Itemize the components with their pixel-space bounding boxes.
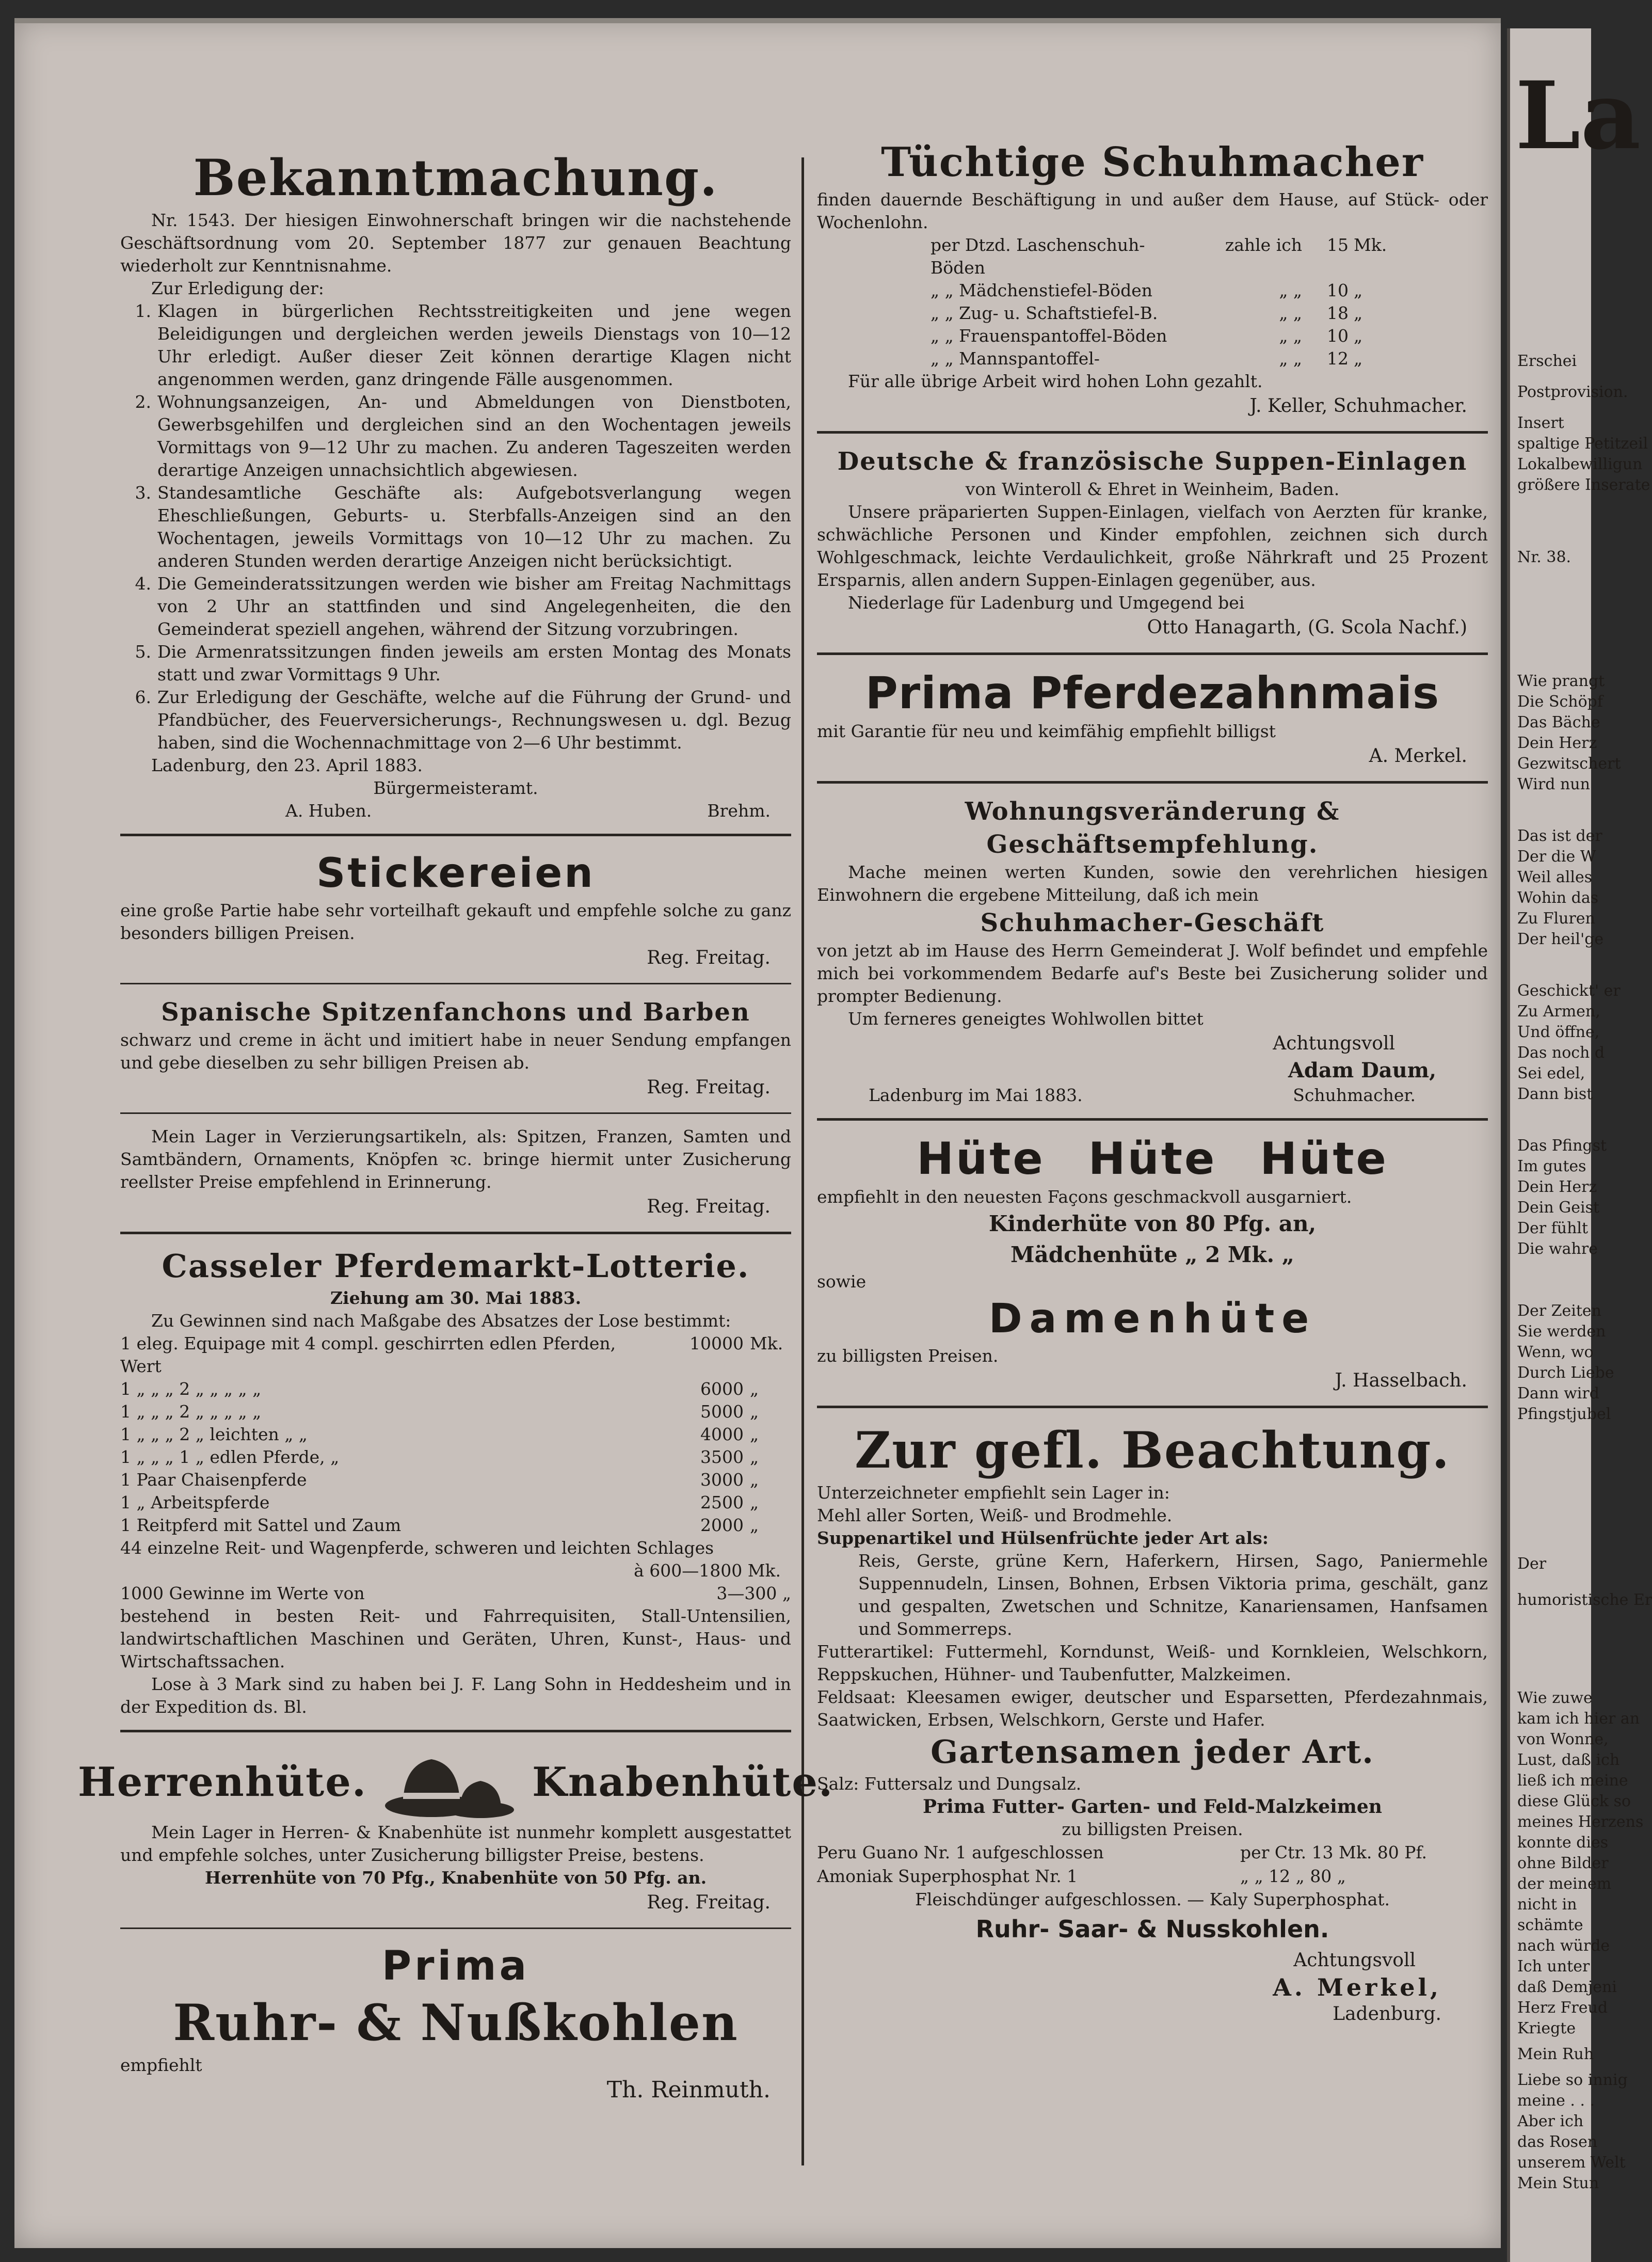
prize-unit: „ <box>750 1470 759 1490</box>
prize-value: 10000 <box>689 1333 744 1353</box>
stickereien-text: eine große Partie habe sehr vorteilhaft gekauft und empfehle solche zu ganz besonders billigen Preisen. <box>120 900 791 943</box>
prize-unit: „ <box>750 1492 759 1512</box>
list-item <box>120 686 791 754</box>
prize-desc: 1 „ Arbeitspferde <box>120 1492 270 1512</box>
left-column <box>77 147 834 2104</box>
stickereien-title: Stickereien <box>316 850 595 897</box>
offer-price: „ „ 12 „ 80 „ <box>1240 1866 1346 1886</box>
adjacent-text-fragment: Weil alles <box>1517 868 1593 886</box>
table-row <box>120 1491 791 1514</box>
ad-herrenhute <box>77 1744 834 1916</box>
prize-unit: „ <box>750 1401 759 1422</box>
price-item: „ „ Mannspantoffel- <box>931 348 1100 369</box>
wohnung-title: Wohnungsveränderung & Geschäftsempfehlung. <box>965 797 1340 859</box>
adjacent-text-fragment: Kriegte <box>1517 2019 1576 2037</box>
suppen-by: von Winteroll & Ehret in Weinheim, Baden. <box>965 479 1340 499</box>
lotterie-44: 44 einzelne Reit- und Wagenpferde, schweren und leichten Schlages <box>120 1538 714 1558</box>
suppen-title: Deutsche & französische Suppen-Einlagen <box>837 447 1468 476</box>
hute2-signature: J. Hasselbach. <box>1335 1370 1467 1391</box>
signature-brehm: Brehm. <box>707 801 771 821</box>
item-number: 3. <box>135 483 151 503</box>
beachtung-malz: Prima Futter- Garten- und Feld-Malzkeimen <box>923 1796 1382 1818</box>
table-row <box>817 234 1488 279</box>
price-value: 10 <box>1327 326 1349 346</box>
beachtung-signature: A. Merkel, <box>1273 1973 1441 2001</box>
newspaper-page <box>14 18 1501 2248</box>
table-row <box>120 1514 791 1537</box>
beachtung-garten: Gartensamen jeder Art. <box>931 1733 1374 1771</box>
lager-text: Mein Lager in Verzierungsartikeln, als: Spitzen, Franzen, Samten und Samtbändern, Ornaments, Knöpfen ꝛc. bringe hiermit unter Zusicherung reellster Preise empfehlend in Erinnerung. <box>120 1126 791 1192</box>
price-item: per Dtzd. Laschenschuh-Böden <box>931 235 1145 278</box>
price-value: 18 <box>1327 303 1349 323</box>
mais-text: mit Garantie für neu und keimfähig empfiehlt billigst <box>817 721 1276 741</box>
lotterie-draw-date: Ziehung am 30. Mai 1883. <box>330 1288 582 1308</box>
adjacent-text-fragment: Wohin das <box>1517 889 1599 907</box>
table-row <box>817 347 1488 370</box>
ad-kohlen <box>120 1940 791 2104</box>
divider <box>120 983 791 984</box>
prize-unit: „ <box>750 1379 759 1399</box>
adjacent-text-fragment: Der heil'ge <box>1517 930 1604 948</box>
ad-suppen <box>817 445 1488 641</box>
adjacent-text-fragment: schämte <box>1517 1916 1583 1934</box>
adjacent-text-fragment: Wie prangt <box>1517 672 1605 690</box>
adjacent-text-fragment: Dein Herz <box>1517 734 1597 752</box>
adjacent-page-edge <box>1507 28 1652 2262</box>
hute2-sowie: sowie <box>817 1271 867 1292</box>
prize-value: 3—300 „ <box>716 1583 791 1603</box>
adjacent-text-fragment: Mein Stun <box>1517 2174 1599 2192</box>
adjacent-text-fragment: Der <box>1517 1555 1547 1573</box>
item-number: 5. <box>135 642 151 662</box>
price-unit: Mk. <box>1354 235 1387 255</box>
ad-hute2 <box>817 1132 1488 1394</box>
item-number: 4. <box>135 574 151 594</box>
item-text: Die Gemeinderatssitzungen werden wie bisher am Freitag Nachmittags von 2 Uhr an stattfinden und sind Angelegenheiten, die den Gemeinderat speziell angehen, während der Sitzung vorzubringen. <box>157 574 791 639</box>
adjacent-text-fragment: Wird nun <box>1517 775 1590 793</box>
prize-unit: „ <box>750 1424 759 1444</box>
hute2-maedchen: Mädchenhüte „ 2 Mk. „ <box>1011 1242 1294 1267</box>
price-item: „ „ Zug- u. Schaftstiefel-B. <box>931 303 1158 323</box>
adjacent-text-fragment: Lokalbewilligun <box>1517 455 1643 473</box>
beachtung-place: Ladenburg. <box>1333 2003 1441 2025</box>
lager-signature: Reg. Freitag. <box>647 1196 771 1217</box>
table-row <box>817 325 1488 347</box>
beachtung-lead: Unterzeichneter empfiehlt sein Lager in: <box>817 1483 1170 1503</box>
item-number: 1. <box>135 301 151 321</box>
adjacent-text-fragment: Pfingstjubel <box>1517 1405 1611 1423</box>
lotterie-lead: Zu Gewinnen sind nach Maßgabe des Absatzes der Lose bestimmt: <box>151 1311 731 1331</box>
lotterie-44-value: à 600—1800 Mk. <box>634 1560 781 1581</box>
adjacent-text-fragment: Durch Liebe <box>1517 1364 1614 1382</box>
item-number: 2. <box>135 392 151 412</box>
beachtung-futter: Futterartikel: Futtermehl, Korndunst, Weiß- und Kornkleien, Welschkorn, Reppskuchen, Hühner- und Taubenfutter, Malzkeimen. <box>817 1642 1488 1684</box>
adjacent-text-fragment: Der die W <box>1517 848 1596 866</box>
hute2-cheap: zu billigsten Preisen. <box>817 1346 999 1366</box>
adjacent-text-fragment: unserem Welt <box>1517 2154 1626 2172</box>
adjacent-text-fragment: Zu Fluren <box>1517 910 1595 928</box>
divider <box>120 1730 791 1732</box>
price-ditto: zahle ich <box>1225 235 1302 255</box>
item-number: 6. <box>135 687 151 707</box>
price-ditto: „ „ <box>1279 326 1302 346</box>
prize-desc: 1 eleg. Equipage mit 4 compl. geschirrten edlen Pferden, Wert <box>120 1333 616 1376</box>
divider <box>817 1118 1488 1121</box>
wohnung-place: Ladenburg im Mai 1883. <box>869 1085 1083 1105</box>
wohnung-text3: Um ferneres geneigtes Wohlwollen bittet <box>848 1009 1204 1029</box>
prize-desc: 1 Paar Chaisenpferde <box>120 1470 307 1490</box>
schuhmacher-rest: Für alle übrige Arbeit wird hohen Lohn gezahlt. <box>848 371 1263 391</box>
kohlen-label: empfiehlt <box>120 2055 202 2075</box>
kohlen-title: Ruhr- & Nußkohlen <box>173 1994 739 2052</box>
prize-unit: Mk. <box>750 1333 783 1353</box>
suppen-signature: Otto Hanagarth, (G. Scola Nachf.) <box>1147 617 1467 638</box>
divider <box>120 834 791 836</box>
adjacent-text-fragment: Lust, daß ich <box>1517 1751 1620 1769</box>
adjacent-text-fragment: humoristische Er <box>1517 1591 1652 1609</box>
stickereien-signature: Reg. Freitag. <box>647 947 771 968</box>
hute2-kinder: Kinderhüte von 80 Pfg. an, <box>988 1211 1317 1236</box>
prize-value: 3000 <box>700 1470 744 1490</box>
divider <box>817 1406 1488 1408</box>
beachtung-suppen-text: Reis, Gerste, grüne Kern, Haferkern, Hirsen, Sago, Paniermehle Suppennudeln, Linsen, Bohnen, Erbsen Viktoria prima, geschält, ganz und gespalten, Zwetschen und Schnitze, Kanariensamen, Hanfsamen und Sommerreps. <box>858 1551 1488 1639</box>
adjacent-text-fragment: Mein Ruh <box>1517 2045 1594 2063</box>
adjacent-text-fragment: Die Schöpf <box>1517 693 1603 711</box>
prize-desc: 1 „ „ „ 1 „ edlen Pferde, „ <box>120 1447 340 1467</box>
adjacent-text-fragment: Und öffne, <box>1517 1023 1600 1041</box>
table-row <box>120 1423 791 1446</box>
signature-huben: A. Huben. <box>285 801 372 821</box>
table-row <box>120 1582 791 1605</box>
adjacent-text-fragment: Gezwitschert <box>1517 755 1621 773</box>
right-column <box>817 137 1488 2028</box>
schuhmacher-title: Tüchtige Schuhmacher <box>881 139 1424 186</box>
ad-wohnung <box>817 795 1488 1107</box>
adjacent-text-fragment: konnte dies <box>1517 1834 1609 1852</box>
divider <box>120 1112 791 1114</box>
prize-unit: „ <box>750 1447 759 1467</box>
adjacent-text-fragment: daß Demjeni <box>1517 1978 1617 1996</box>
adjacent-text-fragment: Sie werden <box>1517 1323 1606 1341</box>
price-value: 12 <box>1327 348 1349 369</box>
divider <box>120 1232 791 1234</box>
offer-item: Amoniak Superphosphat Nr. 1 <box>817 1866 1078 1886</box>
wohnung-text: Mache meinen werten Kunden, sowie den verehrlichen hiesigen Einwohnern die ergebene Mitteilung, daß ich mein <box>817 862 1488 905</box>
schuhmacher-prices <box>817 234 1488 370</box>
ad-lager <box>120 1125 791 1220</box>
price-item: „ „ Frauenspantoffel-Böden <box>931 326 1167 346</box>
divider <box>817 431 1488 434</box>
offer-item: Peru Guano Nr. 1 aufgeschlossen <box>817 1842 1104 1862</box>
wohnung-role: Schuhmacher. <box>1293 1085 1416 1105</box>
ad-beachtung <box>817 1420 1488 2028</box>
adjacent-masthead: La <box>1515 61 1641 170</box>
item-text: Wohnungsanzeigen, An- und Abmeldungen von Dienstboten, Gewerbsgehilfen und dergleichen sind an den Wochentagen jeweils Vormittags von 9—12 Uhr zu machen. Zu anderen Tageszeiten werden derartige Anzeigen unnachsichtlich abgewiesen. <box>157 392 791 480</box>
beachtung-regards: Achtungsvoll <box>1293 1950 1416 1971</box>
adjacent-text-fragment: diese Glück so <box>1517 1792 1631 1810</box>
adjacent-text-fragment: Das Bäche <box>1517 713 1600 731</box>
adjacent-text-fragment: Der fühlt <box>1517 1219 1589 1237</box>
item-text: Zur Erledigung der Geschäfte, welche auf die Führung der Grund- und Pfandbücher, des Feuerversicherungs-, Rechnungswesen u. dgl. Bezug haben, sind die Wochennachmittage von 2—6 Uhr bestimmt. <box>157 687 791 753</box>
knabenhute-title: Knabenhüte. <box>532 1759 834 1806</box>
prize-desc: 1 „ „ „ 2 „ leichten „ „ <box>120 1424 308 1444</box>
wohnung-text2: von jetzt ab im Hause des Herrn Gemeinderat J. Wolf befindet und empfehle mich bei vorkommendem Bedarfe auf's Beste bei Zusicherung solider und prompter Bedienung. <box>817 941 1488 1006</box>
divider <box>817 652 1488 655</box>
adjacent-text-fragment: Postprovision. <box>1517 383 1628 401</box>
adjacent-text-fragment: Dann bist <box>1517 1085 1593 1103</box>
mais-signature: A. Merkel. <box>1369 745 1467 767</box>
ad-lotterie <box>120 1246 791 1718</box>
bekanntmachung-office: Bürgermeisteramt. <box>373 778 538 798</box>
hute2-damen: Damenhüte <box>988 1296 1317 1342</box>
price-unit: „ <box>1354 280 1363 300</box>
prize-value: 2000 <box>700 1515 744 1535</box>
adjacent-text-fragment: Erschei <box>1517 352 1577 370</box>
prize-value: 3500 <box>700 1447 744 1467</box>
adjacent-text-fragment: Dann wird <box>1517 1384 1599 1403</box>
list-item <box>120 641 791 686</box>
mais-title: Prima Pferdezahnmais <box>865 667 1440 719</box>
table-row <box>817 1865 1488 1888</box>
lotterie-lose: Lose à 3 Mark sind zu haben bei J. F. Lang Sohn in Heddesheim und in der Expedition ds. Bl. <box>120 1674 791 1717</box>
bekanntmachung-title: Bekanntmachung. <box>193 149 718 207</box>
table-row <box>120 1332 791 1378</box>
adjacent-text-fragment: von Wonne, <box>1517 1730 1609 1748</box>
price-item: „ „ Mädchenstiefel-Böden <box>931 280 1153 300</box>
price-ditto: „ „ <box>1279 280 1302 300</box>
table-row <box>120 1469 791 1491</box>
adjacent-text-fragment: Herz Freud <box>1517 1999 1608 2017</box>
beachtung-mehl: Mehl aller Sorten, Weiß- und Brodmehle. <box>817 1505 1173 1525</box>
top-border <box>14 18 1501 23</box>
prize-desc: 1 „ „ „ 2 „ „ „ „ „ <box>120 1401 262 1422</box>
prize-value: 4000 <box>700 1424 744 1444</box>
suppen-text: Unsere präparierten Suppen-Einlagen, vielfach von Aerzten für kranke, schwächliche Personen und Kinder empfohlen, zeichnen sich durch Wohlgeschmack, leichte Verdaulichkeit, große Nährkraft und 25 Prozent Ersparnis, allen andern Suppen-Einlagen gegenüber, aus. <box>817 502 1488 590</box>
beachtung-title: Zur gefl. Beachtung. <box>855 1421 1450 1479</box>
adjacent-text-fragment: Wie zuwe <box>1517 1689 1593 1707</box>
divider <box>817 781 1488 784</box>
spitzen-title: Spanische Spitzenfanchons und Barben <box>161 998 750 1027</box>
table-row <box>120 1378 791 1400</box>
price-value: 15 <box>1327 235 1349 255</box>
beachtung-malz2: zu billigsten Preisen. <box>1062 1819 1243 1839</box>
lotterie-tail: bestehend in besten Reit- und Fahrrequisiten, Stall-Untensilien, landwirtschaftlichen Maschinen und Geräten, Uhren, Kunst-, Haus- und Wirtschaftssachen. <box>120 1606 791 1671</box>
bekanntmachung-lead: Zur Erledigung der: <box>151 278 324 298</box>
adjacent-text-fragment: Der Zeiten <box>1517 1302 1602 1320</box>
item-text: Die Armenratssitzungen finden jeweils am ersten Montag des Monats statt und zwar Vormittags 9 Uhr. <box>157 642 791 684</box>
beachtung-feld: Feldsaat: Kleesamen ewiger, deutscher und Esparsetten, Pferdezahnmais, Saatwicken, Erbsen, Welschkorn, Gerste und Hafer. <box>817 1687 1488 1730</box>
prize-value: 2500 <box>700 1492 744 1512</box>
ad-schuhmacher <box>817 137 1488 420</box>
adjacent-text-fragment: ließ ich meine <box>1517 1772 1628 1790</box>
prize-value: 6000 <box>700 1379 744 1399</box>
ad-spitzen <box>120 996 791 1101</box>
list-item <box>120 300 791 391</box>
beachtung-fleisch: Fleischdünger aufgeschlossen. — Kaly Superphosphat. <box>915 1889 1390 1909</box>
beachtung-salz: Salz: Futtersalz und Dungsalz. <box>817 1774 1082 1794</box>
ad-stickereien <box>120 848 791 971</box>
adjacent-text-fragment: Insert <box>1517 414 1564 432</box>
herrenhute-title: Herrenhüte. <box>77 1759 367 1806</box>
adjacent-text-fragment: meine . . . <box>1517 2092 1595 2110</box>
ad-mais <box>817 666 1488 770</box>
price-unit: „ <box>1354 303 1363 323</box>
prize-desc: 1 „ „ „ 2 „ „ „ „ „ <box>120 1379 262 1399</box>
spitzen-signature: Reg. Freitag. <box>647 1077 771 1098</box>
prize-value: 5000 <box>700 1401 744 1422</box>
bekanntmachung-place-date: Ladenburg, den 23. April 1883. <box>151 755 423 775</box>
prize-unit: „ <box>750 1515 759 1535</box>
hute2-title: Hüte Hüte Hüte <box>917 1133 1388 1185</box>
prize-desc: 1000 Gewinne im Werte von <box>120 1583 365 1603</box>
wohnung-name: Adam Daum, <box>1288 1058 1436 1082</box>
spitzen-text: schwarz und creme in ächt und imitiert habe in neuer Sendung empfangen und gebe dieselben zu sehr billigen Preisen ab. <box>120 1030 791 1073</box>
adjacent-text-fragment: Das Pfingst <box>1517 1137 1607 1155</box>
adjacent-text-fragment: Wenn, wo <box>1517 1343 1594 1361</box>
adjacent-text-fragment: meines Herzens <box>1517 1813 1644 1831</box>
beachtung-kohlen: Ruhr- Saar- & Nusskohlen. <box>975 1915 1329 1943</box>
bekanntmachung-intro: Nr. 1543. Der hiesigen Einwohnerschaft bringen wir die nachstehende Geschäftsordnung vom 20. September 1877 zur genauen Beachtung wiederholt zur Kenntnisnahme. <box>120 210 791 276</box>
wohnung-regards: Achtungsvoll <box>1273 1033 1395 1054</box>
adjacent-text-fragment: Ich unter <box>1517 1957 1590 1976</box>
adjacent-text-fragment: Das noch d <box>1517 1044 1605 1062</box>
table-row <box>120 1446 791 1469</box>
list-item <box>120 391 791 482</box>
price-value: 10 <box>1327 280 1349 300</box>
adjacent-text-fragment: Im gutes <box>1517 1157 1586 1175</box>
suppen-depot: Niederlage für Ladenburg und Umgegend bei <box>848 593 1245 613</box>
hute-prices: Herrenhüte von 70 Pfg., Knabenhüte von 50 Pfg. an. <box>204 1868 707 1888</box>
adjacent-text-fragment: Geschickt' er <box>1517 982 1621 1000</box>
list-item <box>120 572 791 641</box>
hute-header <box>77 1744 834 1821</box>
column-divider <box>801 157 804 2165</box>
adjacent-text-fragment: Liebe so innig <box>1517 2071 1628 2089</box>
lotterie-title: Casseler Pferdemarkt-Lotterie. <box>162 1247 750 1285</box>
divider <box>120 1928 791 1929</box>
schuhmacher-text: finden dauernde Beschäftigung in und außer dem Hause, auf Stück- oder Wochenlohn. <box>817 189 1488 232</box>
kohlen-signature: Th. Reinmuth. <box>606 2077 771 2103</box>
wohnung-shop: Schuhmacher-Geschäft <box>980 909 1325 937</box>
adjacent-text-fragment: nach würde <box>1517 1937 1610 1955</box>
adjacent-text-fragment: spaltige Petitzeil <box>1517 435 1648 453</box>
table-row <box>120 1400 791 1423</box>
adjacent-text-fragment: das Rosen <box>1517 2133 1598 2151</box>
adjacent-text-fragment: Zu Armen, <box>1517 1002 1600 1021</box>
adjacent-text-fragment: Das ist der <box>1517 827 1602 845</box>
hute2-text: empfiehlt in den neuesten Façons geschmackvoll ausgarniert. <box>817 1187 1352 1207</box>
price-unit: „ <box>1354 326 1363 346</box>
item-text: Klagen in bürgerlichen Rechtsstreitigkeiten und jene wegen Beleidigungen und dergleichen werden jeweils Dienstags von 10—12 Uhr erledigt. Außer dieser Zeit können derartige Klagen nicht angenommen werden, ganz dringende Fälle ausgenommen. <box>157 301 791 389</box>
kohlen-title-prima: Prima <box>381 1943 530 1989</box>
adjacent-text-fragment: Dein Herz <box>1517 1178 1597 1196</box>
price-ditto: „ „ <box>1279 303 1302 323</box>
table-row <box>817 302 1488 325</box>
adjacent-text-fragment: Sei edel, <box>1517 1064 1585 1082</box>
adjacent-text-fragment: ohne Bilder <box>1517 1854 1609 1872</box>
adjacent-text-fragment: Nr. 38. <box>1517 548 1571 566</box>
table-row <box>817 1841 1488 1865</box>
hats-icon <box>382 1744 517 1821</box>
hute-text: Mein Lager in Herren- & Knabenhüte ist nunmehr komplett ausgestattet und empfehle solches, unter Zusicherung billigster Preise, bestens. <box>120 1822 791 1865</box>
prize-desc: 1 Reitpferd mit Sattel und Zaum <box>120 1515 402 1535</box>
adjacent-text-fragment: Dein Geist <box>1517 1199 1600 1217</box>
price-unit: „ <box>1354 348 1363 369</box>
price-ditto: „ „ <box>1279 348 1302 369</box>
list-item <box>120 482 791 572</box>
hute-signature: Reg. Freitag. <box>647 1892 771 1913</box>
adjacent-text-fragment: Die wahre <box>1517 1240 1598 1258</box>
adjacent-text-fragment: größere Inserate <box>1517 476 1650 494</box>
adjacent-text-fragment: kam ich hier an <box>1517 1710 1640 1728</box>
table-row <box>817 279 1488 302</box>
schuhmacher-signature: J. Keller, Schuhmacher. <box>1249 395 1467 417</box>
beachtung-suppen-heading: Suppenartikel und Hülsenfrüchte jeder Art als: <box>817 1528 1269 1548</box>
offer-price: per Ctr. 13 Mk. 80 Pf. <box>1240 1842 1428 1862</box>
adjacent-text-fragment: Aber ich <box>1517 2112 1584 2130</box>
adjacent-text-fragment: nicht in <box>1517 1895 1577 1914</box>
ad-bekanntmachung <box>120 147 791 822</box>
item-text: Standesamtliche Geschäfte als: Aufgebotsverlangung wegen Eheschließungen, Geburts- u. Sterbfalls-Anzeigen sind an den Wochentagen, jeweils Vormittags von 10—12 Uhr zu machen. Zu anderen Stunden werden derartige Anzeigen nicht berücksichtigt. <box>157 483 791 571</box>
adjacent-text-fragment: der meinem <box>1517 1875 1612 1893</box>
